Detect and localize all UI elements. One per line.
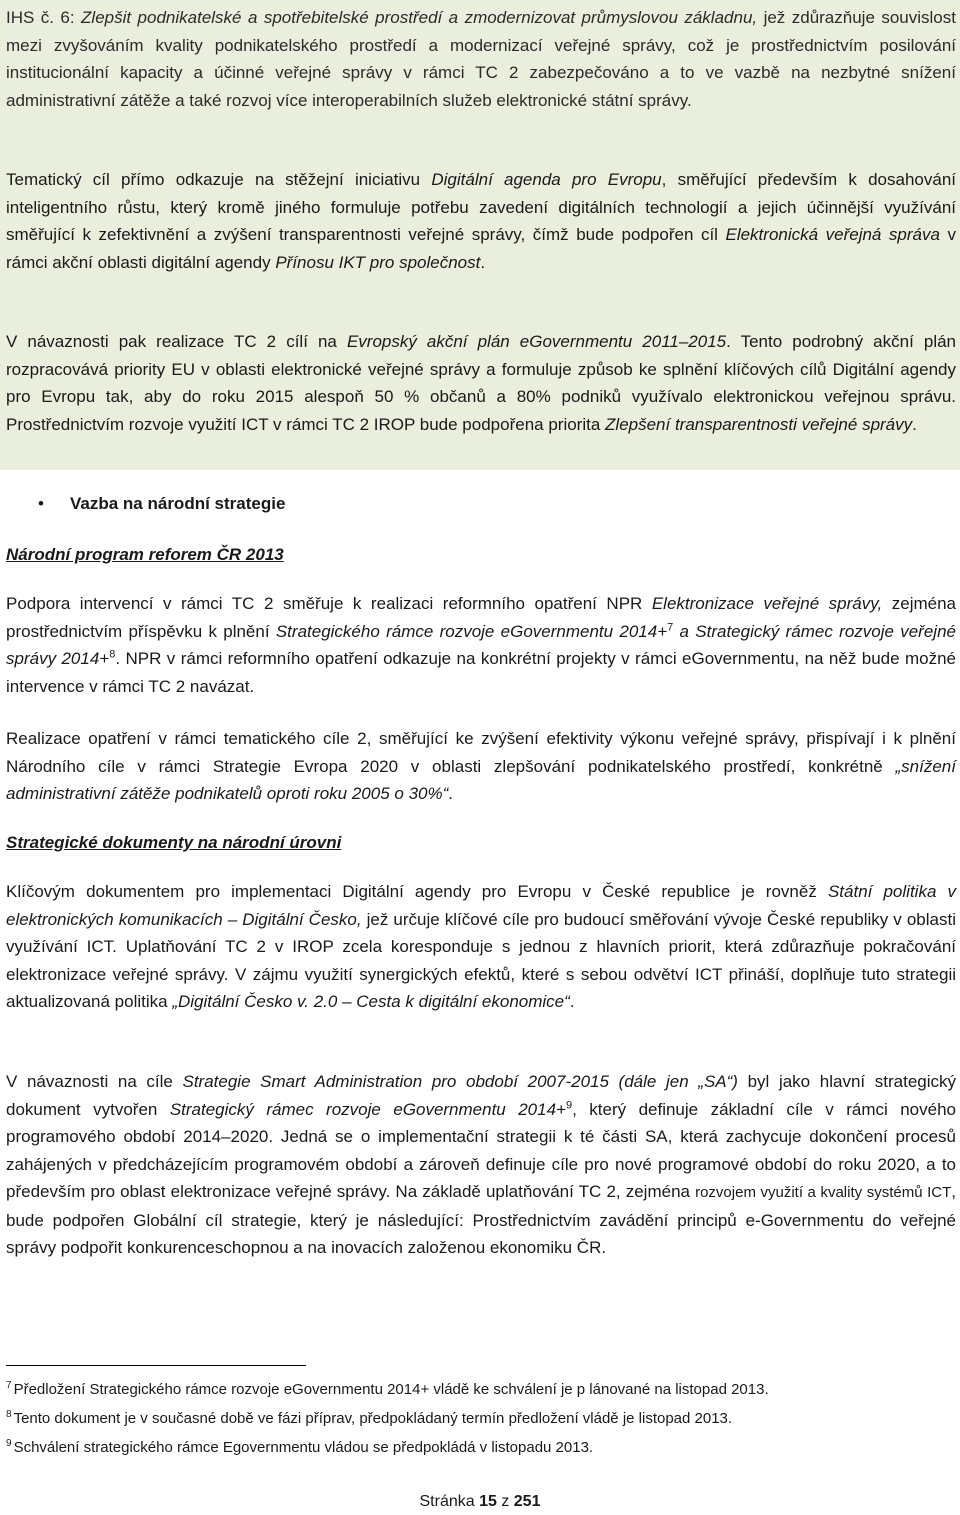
paragraph-digital-czechia bbox=[6, 878, 956, 1016]
italic-run: Evropský akční plán eGovernmentu 2011–2015 bbox=[346, 332, 727, 351]
footnote-text: Předložení Strategického rámce rozvoje eGovernmentu 2014+ vládě ke schválení je p lánované na listopad 2013. bbox=[13, 1381, 769, 1398]
paragraph-npr bbox=[6, 590, 956, 700]
text-run: . bbox=[480, 252, 486, 272]
intro-italic: Zlepšit podnikatelské a spotřebitelské prostředí a zmodernizovat průmyslovou základnu, bbox=[81, 8, 758, 27]
heading-npr-text: Národní program reforem ČR 2013 bbox=[6, 545, 284, 564]
italic-run: Zlepšení transparentnosti veřejné správy bbox=[605, 414, 913, 434]
text-run: . bbox=[912, 414, 917, 434]
page-number: 15 bbox=[479, 1493, 497, 1510]
text-run: Podpora intervencí v rámci TC 2 směřuje k realizaci reformního opatření NPR bbox=[6, 594, 652, 613]
text-run: Realizace opatření v rámci tematického cíle 2, směřující ke zvýšení efektivity výkonu veřejné správy, přispívají i k plnění Národního cíle v rámci Strategie Evropa 2020 v oblasti zlepšování podnikatelského prostředí, konkrétně bbox=[6, 729, 956, 776]
footer-prefix: Stránka bbox=[419, 1493, 480, 1510]
footnote-ref-7: 7 bbox=[667, 620, 674, 633]
text-run: , bude podpořen Globální cíl strategie, který je následující: Prostřednictvím zavádění principů e-Governmentu do veřejné správy podpořit konkurenceschopnou a na inovacích založenou ekonomiku ČR. bbox=[6, 1182, 956, 1257]
intro-text: jež zdůrazňuje souvislost mezi zvyšováním kvality podnikatelského prostředí a modernizací veřejné správy, což je prostřednictvím posilování institucionální kapacity a účinné veřejné správy v rámci TC 2 zabezpečováno a to ve vazbě na nezbytné snížení administrativní zátěže a také rozvoj více interoperabilních služeb elektronické státní správy. bbox=[6, 8, 956, 110]
italic-run: Digitální agenda pro Evropu bbox=[431, 170, 662, 189]
footnote-9 bbox=[6, 1438, 946, 1458]
text-run: V návaznosti na cíle bbox=[6, 1072, 183, 1091]
bullet-national-strategies bbox=[38, 490, 285, 517]
footnote-text: Schválení strategického rámce Egovernmentu vládou se předpokládá v listopadu 2013. bbox=[13, 1439, 594, 1456]
bullet-label: Vazba na národní strategie bbox=[70, 494, 286, 513]
intro-prefix: IHS č. 6: bbox=[6, 8, 82, 27]
text-run: v rámci akční oblasti digitální agendy bbox=[6, 225, 956, 272]
text-run: jež určuje klíčové cíle pro budoucí směřování vývoje České republiky v oblasti využívání ICT. Uplatňování TC 2 v IROP zcela koresponduje s jednou z hlavních priorit, která zdůrazňuje pokračování elektronizace veřejné správy. V zájmu využití synergických efektů, které s sebou odvětví ICT přináší, doplňuje tuto strategii aktualizovaná politika bbox=[6, 909, 956, 1011]
footnote-7 bbox=[6, 1380, 946, 1400]
text-run: . NPR v rámci reformního opatření odkazuje na konkrétní projekty v rámci eGovernmentu, na něž bude možné intervence v rámci TC 2 navázat. bbox=[6, 649, 956, 696]
footnote-separator bbox=[6, 1365, 306, 1366]
text-run: , směřující především k dosahování inteligentního růstu, který kromě jiného formuluje potřebu zavedení digitálních technologií a jejich účinnější využívání směřující k zefektivnění a zvýšení transparentnosti veřejné správy, čímž bude podpořen cíl bbox=[6, 170, 957, 244]
italic-run: „snížení administrativní zátěže podnikatelů oproti roku 2005 o 30%“ bbox=[6, 756, 956, 803]
heading-strategic-docs-text: Strategické dokumenty na národní úrovni bbox=[6, 833, 342, 852]
italic-run: Elektronizace veřejné správy, bbox=[651, 594, 883, 613]
paragraph-egov-action-plan bbox=[6, 328, 956, 438]
paragraph-smart-administration bbox=[6, 1068, 956, 1262]
footnote-ref-9: 9 bbox=[565, 1098, 573, 1111]
text-run: Tematický cíl přímo odkazuje na stěžejní iniciativu bbox=[6, 170, 432, 189]
footnote-text: Tento dokument je v současné době ve fázi příprav, předpokládaný termín předložení vládě je listopad 2013. bbox=[13, 1410, 733, 1427]
italic-run: Státní politika v elektronických komunikacích – Digitální Česko, bbox=[6, 882, 957, 929]
paragraph-europe-2020 bbox=[6, 725, 956, 808]
page-footer bbox=[0, 1493, 960, 1511]
italic-run: Přínosu IKT pro společnost bbox=[275, 252, 481, 272]
footnote-8 bbox=[6, 1409, 946, 1429]
footnote-number: 8 bbox=[6, 1409, 12, 1420]
italic-run: Strategického rámce rozvoje eGovernmentu 2014+ bbox=[275, 621, 668, 641]
heading-npr bbox=[6, 541, 956, 568]
text-run: rozvojem využití a kvality systémů ICT bbox=[695, 1184, 952, 1201]
italic-run: a Strategický rámec rozvoje veřejné správy 2014+ bbox=[6, 621, 956, 668]
footnote-number: 7 bbox=[6, 1380, 12, 1391]
text-run: . bbox=[569, 992, 575, 1011]
paragraph-digital-agenda bbox=[6, 166, 956, 276]
italic-run: Strategie Smart Administration pro období 2007-2015 (dále jen „SA“) bbox=[182, 1072, 738, 1091]
italic-run: Strategický rámec rozvoje eGovernmentu 2014+ bbox=[169, 1099, 566, 1119]
text-run: . Tento podrobný akční plán rozpracovává priority EU v oblasti elektronické veřejné správy a formuluje způsob ke splnění klíčových cílů Digitální agendy pro Evropu tak, aby do roku 2015 alespoň 50 % občanů a 80% podniků využívalo elektronickou veřejnou správu. Prostřednictvím rozvoje využití ICT v rámci TC 2 IROP bude podpořena priorita bbox=[6, 332, 957, 434]
text-run: V návaznosti pak realizace TC 2 cílí na bbox=[6, 332, 347, 351]
text-run: . bbox=[448, 784, 453, 803]
italic-run: „Digitální Česko v. 2.0 – Cesta k digitální ekonomice“ bbox=[172, 992, 570, 1011]
page-total: 251 bbox=[513, 1493, 541, 1510]
text-run: byl jako hlavní strategický dokument vytvořen bbox=[6, 1072, 956, 1119]
footer-separator: z bbox=[496, 1493, 514, 1510]
italic-run: Elektronická veřejná správa bbox=[725, 225, 940, 244]
footnote-ref-8: 8 bbox=[109, 648, 116, 661]
text-run: zejména prostřednictvím příspěvku k plnění bbox=[6, 594, 956, 641]
intro-paragraph bbox=[6, 4, 956, 114]
text-run: Klíčovým dokumentem pro implementaci Digitální agendy pro Evropu v České republice je rovněž bbox=[6, 882, 828, 901]
heading-strategic-docs bbox=[6, 829, 956, 856]
footnote-number: 9 bbox=[6, 1438, 12, 1449]
bullet-icon: • bbox=[38, 494, 44, 513]
text-run: , který definuje základní cíle v rámci nového programového období 2014–2020. Jedná se o implementační strategii k té části SA, která zachycuje dokončení procesů zahájených v předcházejícím programovém období a zároveň definuje cíle pro nové programové období do roku 2020, a to především pro oblast elektronizace veřejné správy. Na základě uplatňování TC 2, zejména bbox=[6, 1099, 956, 1201]
